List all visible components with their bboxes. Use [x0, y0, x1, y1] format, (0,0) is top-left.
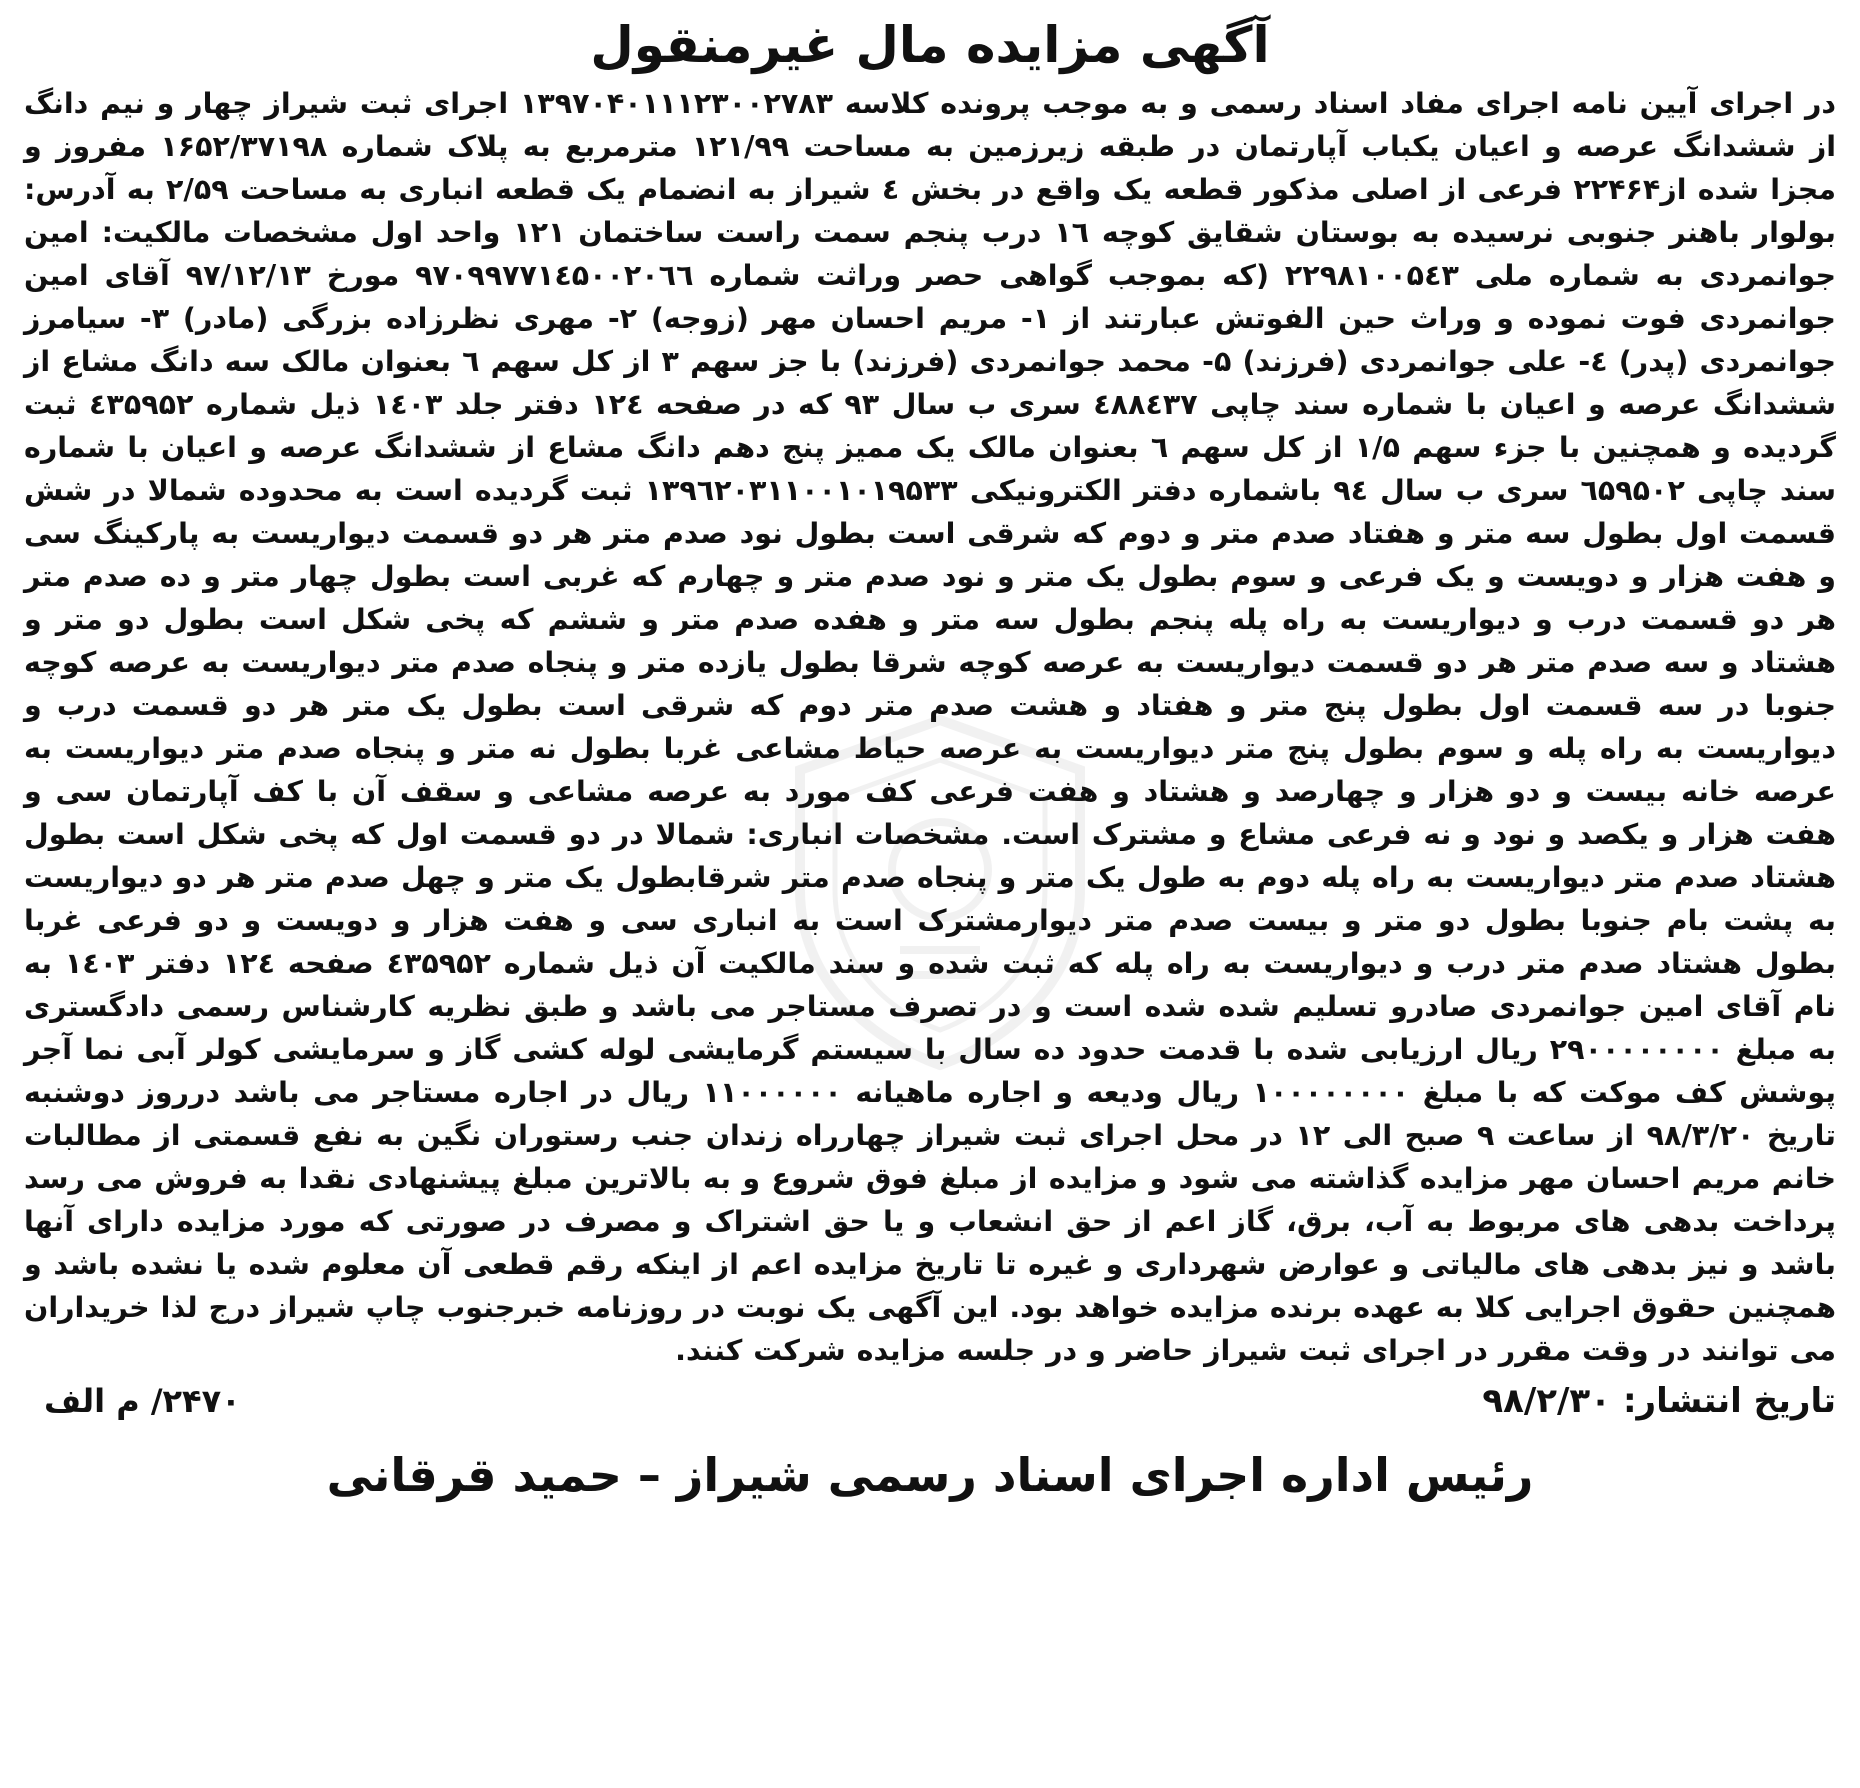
- reference-number: ۲۴۷۰/ م الف: [44, 1382, 241, 1420]
- publication-label: تاریخ انتشار:: [1622, 1381, 1836, 1421]
- notice-body: در اجرای آیین نامه اجرای مفاد اسناد رسمی و به موجب پرونده کلاسه ۱۳۹۷۰۴۰۱۱۱۲۳۰۰۲۷۸۳ اجرای ثبت شیراز چهار و نیم دانگ از ششدانگ عرصه و اعیان یکباب آپارتمان در طبقه زیرزمین به مساحت ۱۲۱/۹۹ مترمربع به پلاک شماره ۱۶۵۲/۳۷۱۹۸ مفروز و مجزا شده از۲۲۴۶۴ فرعی از اصلی مذکور قطعه یک واقع در بخش ٤ شیراز به انضمام یک قطعه انباری به مساحت ۲/۵۹ به آدرس: بولوار باهنر جنوبی نرسیده به بوستان شقایق کوچه ١٦ درب پنجم سمت راست ساختمان ۱۲۱ واحد اول مشخصات مالکیت: امین جوانمردی به شماره ملی ۲۲۹۸۱۰۰۵٤۳ (که بموجب گواهی حصر وراثت شماره ۹۷۰۹۹۷۷۱٤۵۰۰۲۰٦٦ مورخ ۹۷/۱۲/۱۳ آقای امین جوانمردی فوت نموده و وراث حین الفوتش عبارتند از ۱- مریم احسان مهر (زوجه) ۲- مهری نظرزاده بزرگی (مادر) ۳- سیامرز جوانمردی (پدر) ٤- علی جوانمردی (فرزند) ۵- محمد جوانمردی (فرزند) با جز سهم ۳ از کل سهم ٦ بعنوان مالک سه دانگ مشاع از ششدانگ عرصه و اعیان با شماره سند چاپی ٤۸۸٤۳۷ سری ب سال ۹۳ که در صفحه ۱۲٤ دفتر جلد ۱٤۰۳ ذیل شماره ٤۳۵۹۵۲ ثبت گردیده و همچنین با جزء سهم ۱/۵ از کل سهم ٦ بعنوان مالک یک ممیز پنج دهم دانگ مشاع از ششدانگ عرصه و اعیان با شماره سند چاپی ٦۵۹۵۰۲ سری ب سال ۹٤ باشماره دفتر الکترونیکی ۱۳۹٦۲۰۳۱۱۰۰۱۰۱۹۵۳۳ ثبت گردیده است به محدوده شمالا در شش قسمت اول بطول سه متر و هفتاد صدم متر و دوم که شرقی است بطول نود صدم متر هر دو قسمت دیواریست به پارکینگ سی و هفت هزار و دویست و یک فرعی و سوم بطول یک متر و نود صدم متر و چهارم که غربی است بطول چهار متر و ده صدم متر هر دو قسمت درب و دیواریست به راه پله پنجم بطول سه متر و هفده صدم متر و ششم که پخی شکل است بطول دو متر و هشتاد و سه صدم متر هر دو قسمت دیواریست به عرصه کوچه شرقا بطول یازده متر و پنجاه صدم متر دیواریست به عرصه کوچه جنوبا در سه قسمت اول بطول پنج متر و هفتاد و هشت صدم متر دوم که شرقی است بطول یک متر هر دو قسمت درب و دیواریست به راه پله و سوم بطول پنج متر دیواریست به عرصه حیاط مشاعی غربا بطول نه متر و پنجاه صدم متر دیواریست به عرصه خانه بیست و دو هزار و چهارصد و هشتاد و هفت فرعی کف مورد به عرصه مشاعی و سقف آن با کف آپارتمان سی و هفت هزار و یکصد و نود و نه فرعی مشاع و مشترک است. مشخصات انباری: شمالا در دو قسمت اول که پخی شکل است بطول هشتاد صدم متر دیواریست به راه پله دوم به طول یک متر و پنجاه صدم متر شرقابطول یک متر و چهل صدم متر هر دو دیواریست به پشت بام جنوبا بطول دو متر و بیست صدم متر دیوارمشترک است به انباری سی و هفت هزار و دویست و دو فرعی غربا بطول هشتاد صدم متر درب و دیواریست به راه پله که ثبت شده و سند مالکیت آن ذیل شماره ٤۳۵۹۵۲ صفحه ۱۲٤ دفتر ۱٤۰۳ به نام آقای امین جوانمردی صادرو تسلیم شده شده است و در تصرف مستاجر می باشد و طبق نظریه کارشناس رسمی دادگستری به مبلغ ۲۹۰۰۰۰۰۰۰۰ ریال ارزیابی شده با قدمت حدود ده سال با سیستم گرمایشی لوله کشی گاز و سرمایشی کولر آبی نما آجر پوشش کف موکت که با مبلغ ۱۰۰۰۰۰۰۰۰ ریال ودیعه و اجاره ماهیانه ۱۱۰۰۰۰۰۰ ریال در اجاره مستاجر می باشد درروز دوشنبه تاریخ ۹۸/۳/۲۰ از ساعت ۹ صبح الی ۱۲ در محل اجرای ثبت شیراز چهارراه زندان جنب رستوران نگین به نفع قسمتی از مطالبات خانم مریم احسان مهر مزایده گذاشته می شود و مزایده از مبلغ فوق شروع و به بالاترین مبلغ پیشنهادی نقدا به فروش می رسد پرداخت بدهی های مربوط به آب، برق، گاز اعم از حق انشعاب و یا حق اشتراک و مصرف در صورتی که مورد مزایده دارای آنها باشد و نیز بدهی های مالیاتی و عوارض شهرداری و غیره تا تاریخ مزایده اعم از اینکه رقم قطعی آن معلوم شده یا نشده باشد و همچنین حقوق اجرایی کلا به عهده برنده مزایده خواهد بود. این آگهی یک نوبت در روزنامه خبرجنوب چاپ شیراز درج لذا خریداران می توانند در وقت مقرر در اجرای ثبت شیراز حاضر و در جلسه مزایده شرکت کنند.: [24, 87, 1837, 1367]
- notice-title: آگهی مزایده مال غیرمنقول: [590, 16, 1270, 74]
- publication-info: [1482, 1381, 1836, 1421]
- publication-row: [24, 1376, 1836, 1426]
- publication-date: ۹۸/۲/۳۰: [1482, 1381, 1611, 1421]
- signature-line: رئیس اداره اجرای اسناد رسمی شیراز – حمید قرقانی: [326, 1448, 1534, 1502]
